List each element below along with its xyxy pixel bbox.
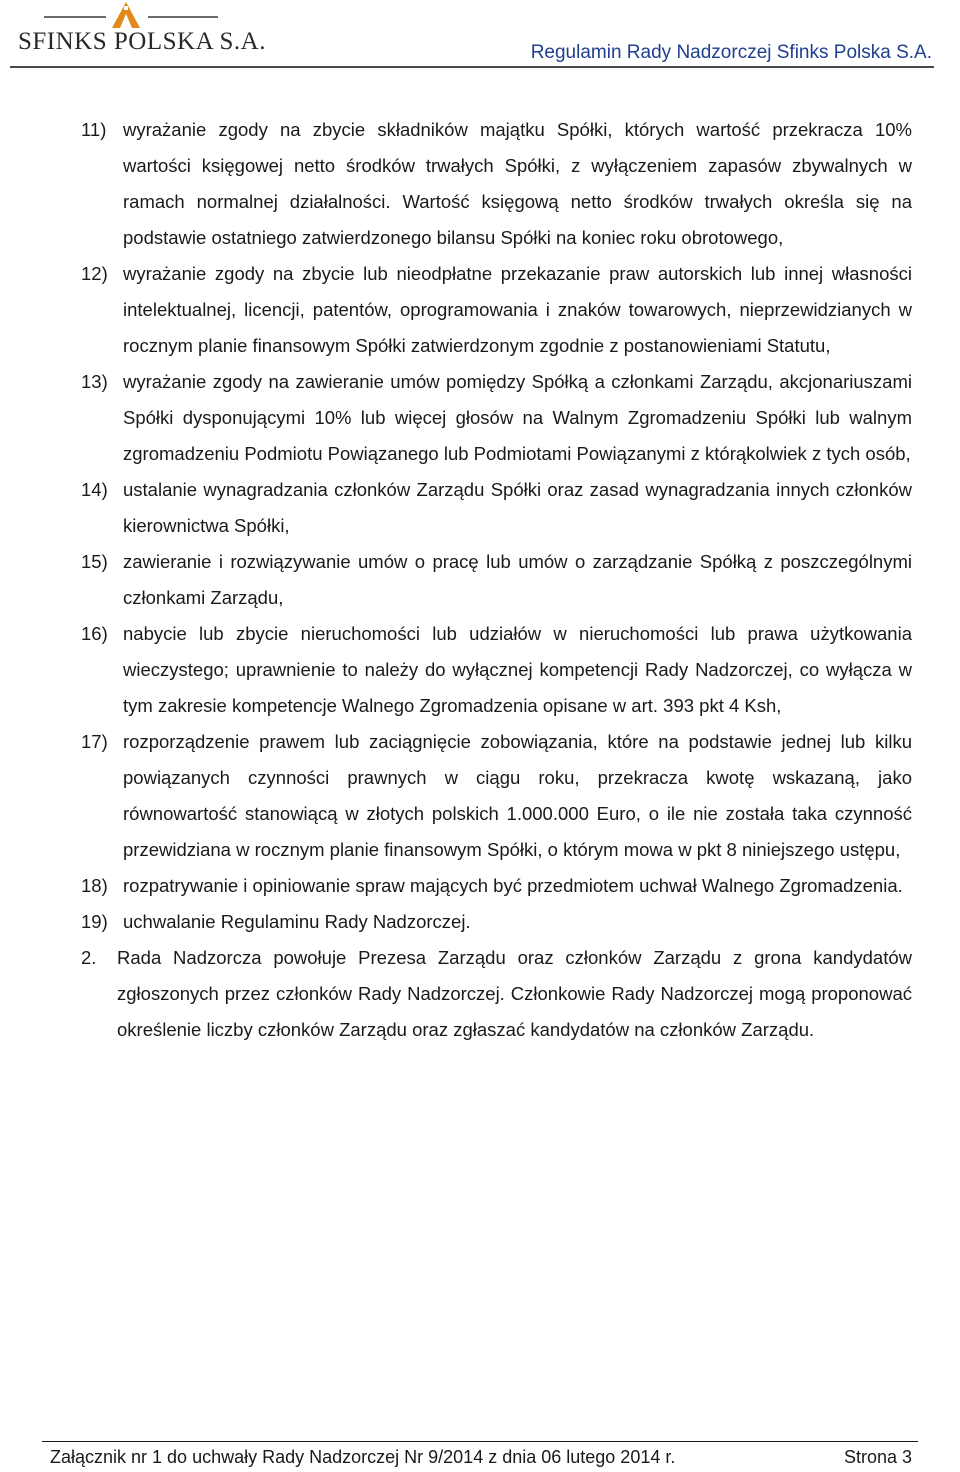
list-item-number: 16) [81, 623, 108, 644]
sphinx-logo-icon [108, 0, 144, 28]
paragraph-number: 2. [81, 947, 97, 968]
list-item [81, 112, 912, 256]
list-item [81, 364, 912, 472]
list-item-text: wyrażanie zgody na zbycie składników majątku Spółki, których wartość przekracza 10% wartości księgowej netto środków trwałych Spółki, z wyłączeniem zapasów zbywalnych w ramach normalnej działalności. Wartość księgową netto środków trwałych określa się na podstawie ostatniego zatwierdzonego bilansu Spółki na koniec roku obrotowego, [123, 119, 912, 248]
footer-divider [42, 1441, 918, 1442]
document-body [81, 112, 912, 1048]
footer-attachment-note: Załącznik nr 1 do uchwały Rady Nadzorczej Nr 9/2014 z dnia 06 lutego 2014 r. [50, 1447, 676, 1467]
header-divider [10, 66, 934, 68]
list-item-number: 18) [81, 875, 108, 896]
logo-text: SFINKS POLSKA S.A. [18, 28, 266, 55]
list-item-number: 13) [81, 371, 108, 392]
list-item-text: wyrażanie zgody na zbycie lub nieodpłatne przekazanie praw autorskich lub innej własności intelektualnej, licencji, patentów, oprogramowania i znaków towarowych, nieprzewidzianych w rocznym planie finansowym Spółki zatwierdzonym zgodnie z postanowieniami Statutu, [123, 263, 912, 356]
company-logo [14, 0, 266, 56]
list-item-text: uchwalanie Regulaminu Rady Nadzorczej. [123, 911, 471, 932]
list-item-number: 14) [81, 479, 108, 500]
list-item [81, 256, 912, 364]
list-item-text: rozporządzenie prawem lub zaciągnięcie zobowiązania, które na podstawie jednej lub kilku powiązanych czynności prawnych w ciągu roku, przekracza kwotę wskazaną, jako równowartość stanowiącą w złotych polskich 1.000.000 Euro, o ile nie została taka czynność przewidziana w rocznym planie finansowym Spółki, o którym mowa w pkt 8 niniejszego ustępu, [123, 731, 912, 860]
list-item-number: 17) [81, 731, 108, 752]
list-item-number: 12) [81, 263, 108, 284]
paragraph-text: Rada Nadzorcza powołuje Prezesa Zarządu oraz członków Zarządu z grona kandydatów zgłoszonych przez członków Rady Nadzorczej. Członkowie Rady Nadzorczej mogą proponować określenie liczby członków Zarządu oraz zgłaszać kandydatów na członków Zarządu. [117, 947, 912, 1040]
list-item-text: nabycie lub zbycie nieruchomości lub udziałów w nieruchomości lub prawa użytkowania wieczystego; uprawnienie to należy do wyłącznej kompetencji Rady Nadzorczej, co wyłącza w tym zakresie kompetencje Walnego Zgromadzenia opisane w art. 393 pkt 4 Ksh, [123, 623, 912, 716]
list-item-text: ustalanie wynagradzania członków Zarządu Spółki oraz zasad wynagradzania innych członków kierownictwa Spółki, [123, 479, 912, 536]
paragraph-2 [81, 940, 912, 1048]
page-number: Strona 3 [843, 1447, 912, 1467]
list-item-number: 11) [81, 119, 107, 140]
document-header-title: Regulamin Rady Nadzorczej Sfinks Polska S.A. [530, 42, 932, 63]
logo-line-left [44, 16, 106, 18]
list-item-text: zawieranie i rozwiązywanie umów o pracę lub umów o zarządzanie Spółką z poszczególnymi członkami Zarządu, [123, 551, 912, 608]
list-item-text: wyrażanie zgody na zawieranie umów pomiędzy Spółką a członkami Zarządu, akcjonariuszami Spółki dysponującymi 10% lub więcej głosów na Walnym Zgromadzeniu Spółki lub walnym zgromadzeniu Podmiotu Powiązanego lub Podmiotami Powiązanymi z którąkolwiek z tych osób, [123, 371, 912, 464]
logo-line-right [148, 16, 218, 18]
list-item [81, 472, 912, 544]
list-item [81, 544, 912, 616]
list-item-text: rozpatrywanie i opiniowanie spraw mających być przedmiotem uchwał Walnego Zgromadzenia. [123, 875, 903, 896]
list-item [81, 616, 912, 724]
list-item-number: 15) [81, 551, 108, 572]
list-item [81, 904, 912, 940]
list-item [81, 868, 912, 904]
list-item-number: 19) [81, 911, 108, 932]
list-item [81, 724, 912, 868]
